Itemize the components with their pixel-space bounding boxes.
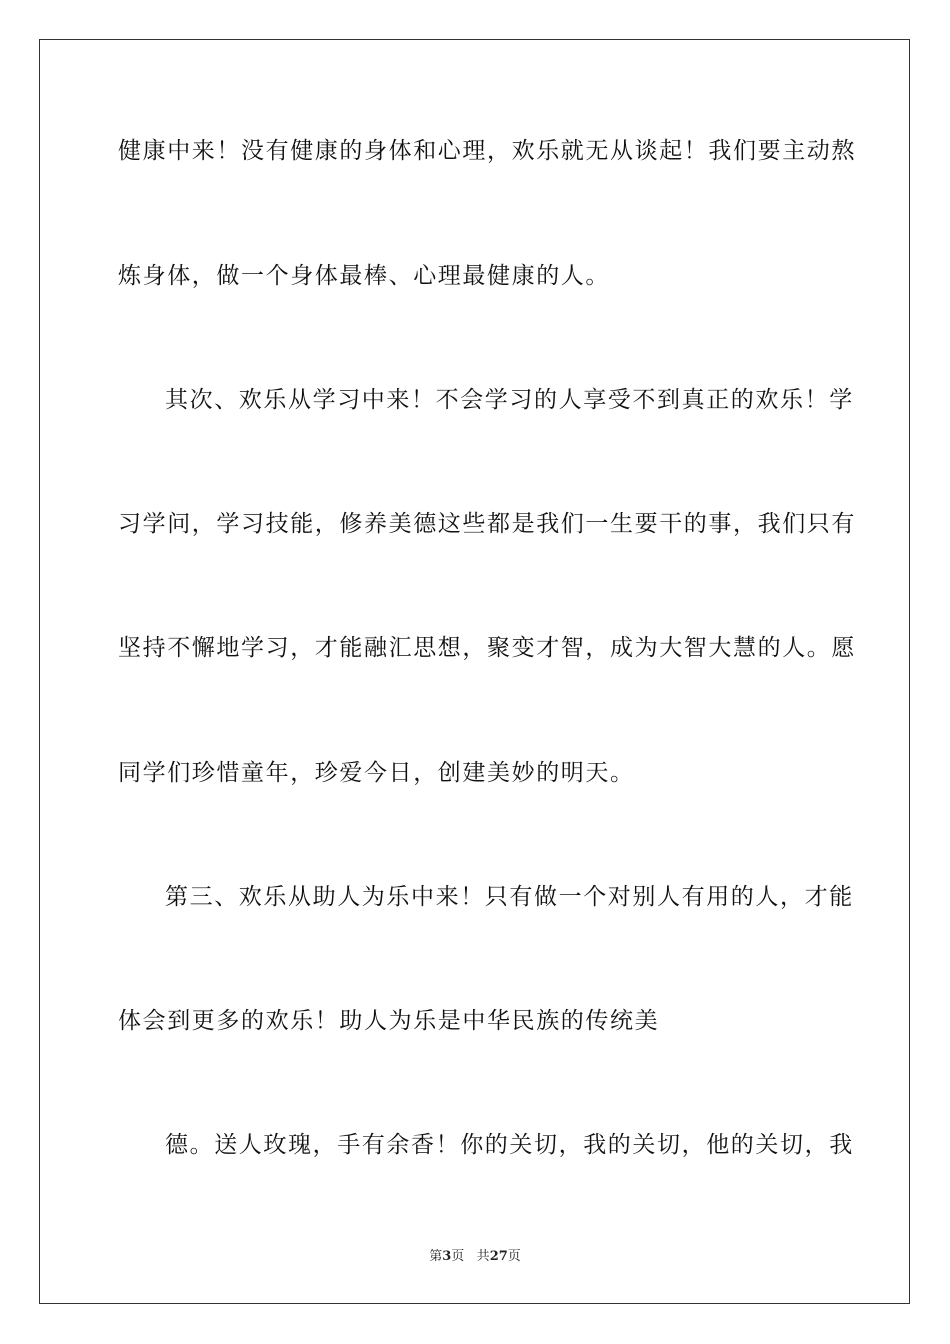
footer-total-prefix: 共 [476,1249,490,1264]
text-line-5: 坚持不懈地学习，才能融汇思想，聚变才智，成为大智大慧的人。愿 [118,635,856,661]
page-border [39,39,910,1304]
text-line-8: 体会到更多的欢乐！助人为乐是中华民族的传统美 [118,1008,660,1034]
page-footer [0,1248,950,1266]
footer-page-unit: 页 [451,1249,465,1264]
text-line-6: 同学们珍惜童年，珍爱今日，创建美妙的明天。 [118,760,635,786]
text-line-1: 健康中来！没有健康的身体和心理，欢乐就无从谈起！我们要主动熬 [118,138,856,164]
footer-page-current: 3 [442,1249,452,1264]
text-line-9: 德。送人玫瑰，手有余香！你的关切，我的关切，他的关切，我 [165,1132,854,1158]
text-line-4: 习学问，学习技能，修养美德这些都是我们一生要干的事，我们只有 [118,511,856,537]
text-line-3: 其次、欢乐从学习中来！不会学习的人享受不到真正的欢乐！学 [165,387,854,413]
footer-total-unit: 页 [507,1249,521,1264]
footer-page-prefix: 第 [429,1249,443,1264]
text-line-7: 第三、欢乐从助人为乐中来！只有做一个对别人有用的人，才能 [165,884,854,910]
footer-page-total: 27 [489,1249,508,1264]
text-line-2: 炼身体，做一个身体最棒、心理最健康的人。 [118,263,610,289]
